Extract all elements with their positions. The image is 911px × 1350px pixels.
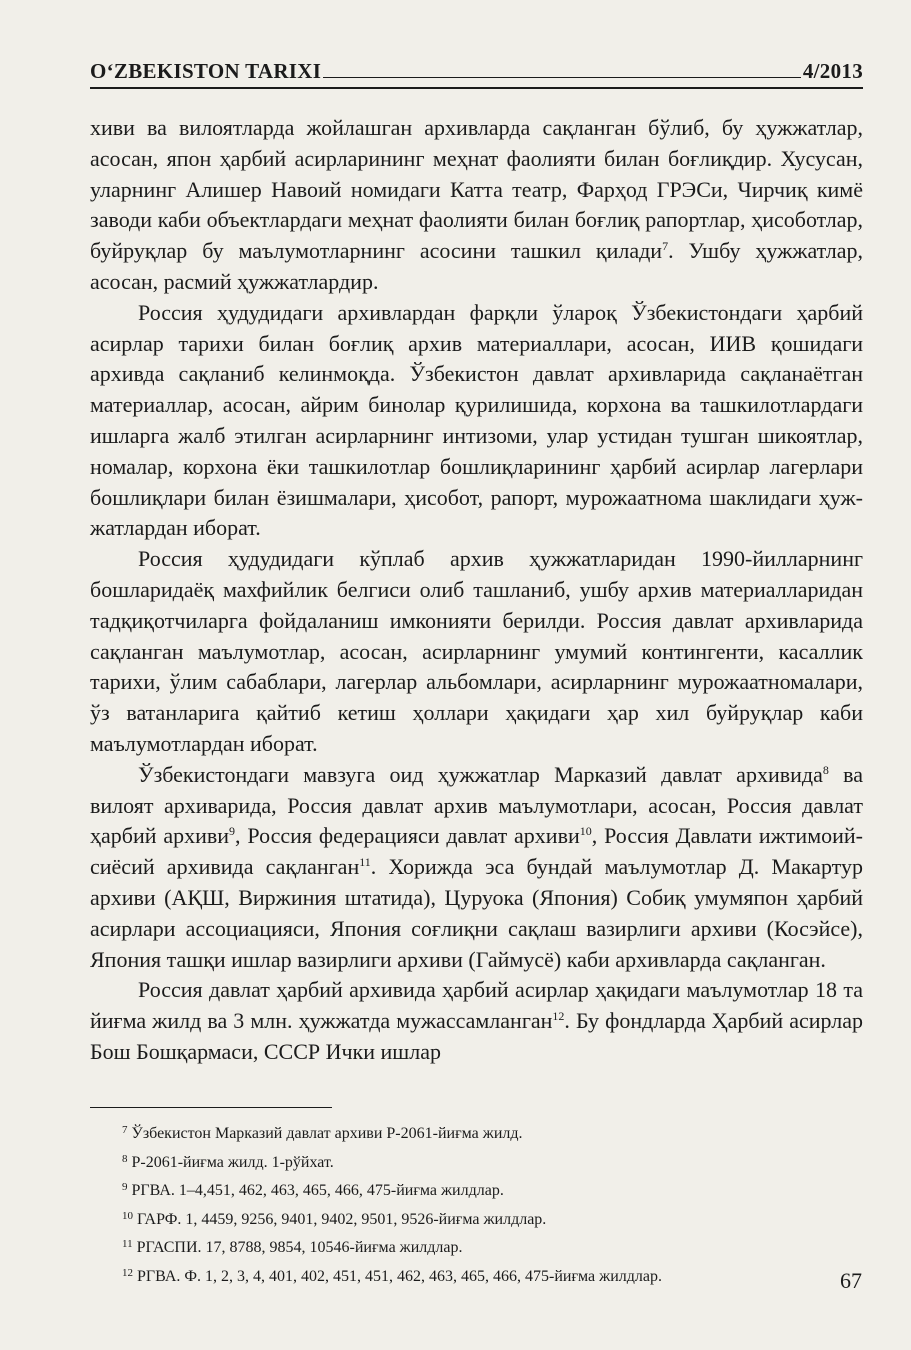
footnote-12 xyxy=(122,1261,862,1290)
footnote-9 xyxy=(122,1175,862,1204)
footnote-mark: 11 xyxy=(122,1238,133,1250)
footnote-mark: 12 xyxy=(122,1266,133,1279)
footnote-11 xyxy=(122,1232,862,1261)
footnote-ref-10[interactable]: 10 xyxy=(579,824,592,839)
running-header xyxy=(90,52,863,82)
footnote-mark: 7 xyxy=(122,1124,128,1136)
footnote-text: РГВА. Ф. 1, 2, 3, 4, 401, 402, 451, 451, 462, 463, 465, 466, 475-йиғма жилдлар. xyxy=(137,1267,662,1285)
footnote-10 xyxy=(122,1204,862,1233)
footnote-ref-7[interactable]: 7 xyxy=(662,239,669,254)
header-title-rule xyxy=(323,77,801,78)
footnotes xyxy=(122,1118,862,1289)
footnote-text: ГАРФ. 1, 4459, 9256, 9401, 9402, 9501, 9526-йиғма жилдлар. xyxy=(137,1210,547,1228)
paragraph-2: Россия ҳудудидаги архивлардан фарқли ўлароқ Ўзбекистондаги ҳарбий асирлар тарихи билан боғлиқ архив материаллари, асосан, ИИВ қошидаги архивда сақланиб келинмоқда. Ўзбекистон давлат архивларида сақланаётган материаллар, асосан, айрим бинолар қурилишида, корхона ва ташкилотлардаги ишларга жалб этилган асирларнинг интизоми, улар устидан тушган шикоятлар, номалар, корхона ёки ташкилотлар бошлиқларининг ҳарбий асирлар лагерлари бошлиқлари билан ёзишмалари, ҳисобот, рапорт, мурожаатнома шаклидаги ҳужжатлардан иборат. xyxy=(90,299,863,541)
page-number: 67 xyxy=(840,1268,862,1293)
footnote-text: РГАСПИ. 17, 8788, 9854, 10546-йиғма жилдлар. xyxy=(136,1239,463,1256)
footnote-ref-8[interactable]: 8 xyxy=(822,762,829,777)
paragraph-3: Россия ҳудудидаги кўплаб архив ҳужжатларидан 1990-йилларнинг бошларидаёқ махфийлик белгиси олиб ташланиб, ушбу архив материалларидан тадқиқотчиларга фойдаланиш имконияти берилди. Россия давлат архивларида сақланган маълумотлар, асосан, асирларнинг умумий контингенти, касаллик тарихи, ўлим сабаблари, лагерлар альбомлари, асирларнинг мурожаатномалари, ўз ватанларига қайтиб кетиш ҳоллари ҳақидаги ҳар хил буйруқлар каби маълумотлардан иборат. xyxy=(90,546,863,756)
issue-number: 4/2013 xyxy=(802,59,863,83)
footnote-mark: 8 xyxy=(122,1152,128,1165)
footnote-text: РГВА. 1–4,451, 462, 463, 465, 466, 475-йиғма жилдлар. xyxy=(131,1182,504,1199)
journal-title: O‘ZBEKISTON TARIXI xyxy=(90,59,322,83)
footnote-7 xyxy=(122,1118,862,1147)
paragraph-5: Россия давлат ҳарбий архивида ҳарбий асирлар ҳақидаги маълумотлар 18 та йиғма жилд ва 3 млн. ҳужжатда мужассамланган$^{12}$. Бу фондларда Ҳарбий асирлар Бош Бошқармаси, СССР Ички ишлар xyxy=(90,977,863,1064)
footnote-ref-12[interactable]: 12 xyxy=(552,1009,565,1024)
footnote-text: Ўзбекистон Марказий давлат архиви Р-2061-йиғма жилд. xyxy=(131,1125,523,1142)
footnote-separator xyxy=(90,1107,332,1108)
paragraph-4: Ўзбекистондаги мавзуга оид ҳужжатлар Марказий давлат архивида$^8$ ва вилоят архиварида, Россия давлат архив маълумотлари, асосан, Россия давлат ҳарбий архиви$^9$, Россия федерацияси давлат архиви$^{10}$, Россия Давлати ижтимоий-сиёсий архивида сақланган$^{11}$. Хорижда эса бундай маълумотлар Д. Макартур архиви (АҚШ, Виржиния штатида), Цуруока (Япония) Собиқ умумяпон ҳарбий асирлари ассоциацияси, Япония соғлиқни сақлаш вазирлиги архиви (Косэйсе), Япония ташқи ишлар вазирлиги архиви (Гаймусё) каби архивларда сақланган. xyxy=(90,761,863,972)
footnote-mark: 9 xyxy=(122,1181,128,1193)
footnote-8 xyxy=(122,1147,862,1176)
footnote-text: Р-2061-йиғма жилд. 1-рўйхат. xyxy=(131,1153,334,1171)
footnote-ref-11[interactable]: 11 xyxy=(359,855,371,870)
paragraph-1: хиви ва вилоятларда жойлашган архивларда сақланган бўлиб, бу ҳужжатлар, асосан, япон ҳарбий асирларининг меҳнат фаолияти билан боғлиқдир. Хусусан, уларнинг Алишер Навоий номидаги Катта театр, Фарҳод ГРЭСи, Чирчиқ кимё заводи каби объектлардаги меҳнат фаолияти билан боғлиқ рапортлар, ҳисоботлар, буйруқлар бу маълумотларнинг асосини ташкил қилади$^7$. Ушбу ҳужжатлар, асосан, расмий ҳужжатлардир. xyxy=(90,115,863,294)
header-divider xyxy=(90,87,863,89)
footnote-mark: 10 xyxy=(122,1209,133,1222)
footnote-ref-9[interactable]: 9 xyxy=(229,824,236,839)
article-body xyxy=(90,113,863,1068)
